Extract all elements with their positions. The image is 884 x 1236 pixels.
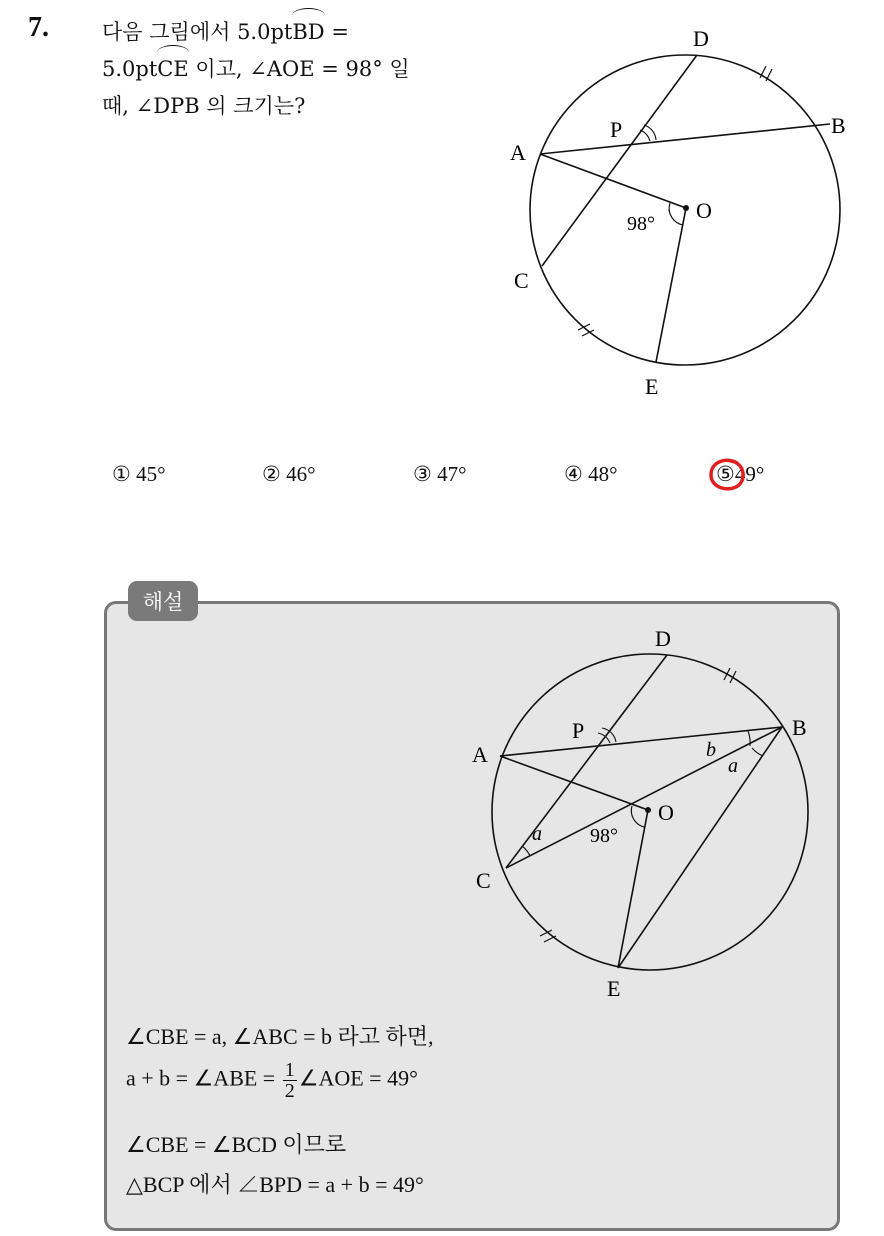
question-line-2 — [102, 51, 482, 88]
label-c: C — [514, 268, 529, 293]
label-o: O — [696, 198, 712, 223]
label-d: D — [693, 26, 709, 51]
label-a: A — [510, 140, 526, 165]
arc-ce: CE — [157, 51, 188, 88]
radius-oe — [656, 208, 686, 362]
label-angle-98-2: 98° — [590, 825, 618, 847]
solution-line-2-post: ∠AOE = 49° — [298, 1065, 418, 1091]
solution-line-2-pre: a + b = ∠ABE = — [126, 1065, 281, 1091]
label-o-2: O — [658, 800, 674, 825]
radius-oa-2 — [500, 756, 648, 810]
solution-line-4: △BCP 에서 ∠BPD = a + b = 49° — [126, 1172, 424, 1197]
choice-3-symbol: ③ — [413, 462, 432, 486]
choice-5-text: 49° — [734, 462, 765, 486]
choice-2-symbol: ② — [262, 462, 281, 486]
choice-3-text: 47° — [437, 462, 467, 486]
arc-bd: BD — [292, 14, 324, 51]
answer-choices — [0, 462, 884, 502]
label-e-2: E — [607, 976, 621, 1001]
question-line-1-eq: = — [324, 20, 349, 44]
fraction-half — [283, 1060, 297, 1101]
angle-arc-cbe — [752, 748, 763, 756]
label-a-angle-b: a — [728, 755, 738, 777]
choice-2-text: 46° — [286, 462, 316, 486]
solution-line-2 — [126, 1060, 418, 1101]
question-line-3: 때, ∠DPB 의 크기는? — [102, 94, 306, 118]
chord-dc — [542, 55, 697, 266]
fraction-numerator: 1 — [284, 1059, 295, 1081]
chord-cb-2 — [506, 727, 782, 868]
angle-arc-bcd — [522, 846, 530, 856]
solution-line-3: ∠CBE = ∠BCD 이므로 — [126, 1132, 347, 1157]
label-a-angle-c: a — [532, 823, 542, 845]
question-line-2-rest: 이고, ∠AOE = 98° 일 — [188, 57, 410, 81]
choice-4[interactable] — [564, 462, 617, 487]
label-d-2: D — [655, 626, 671, 651]
choice-1-symbol: ① — [112, 462, 131, 486]
question-line-1 — [102, 14, 482, 51]
label-c-2: C — [476, 868, 491, 893]
center-dot-2 — [645, 807, 651, 813]
fraction-denominator: 2 — [284, 1080, 295, 1102]
label-b-angle: b — [706, 739, 716, 761]
question-text — [102, 14, 482, 125]
label-b: B — [831, 113, 846, 138]
choice-1[interactable] — [112, 462, 165, 487]
tick-mark-ce-2 — [540, 930, 556, 942]
radius-oe-2 — [618, 810, 648, 968]
question-figure — [500, 20, 870, 410]
solution-tab: 해설 — [128, 581, 198, 621]
chord-ab — [540, 124, 830, 154]
label-angle-98: 98° — [627, 213, 655, 235]
label-p-2: P — [572, 718, 585, 743]
chord-ab-2 — [500, 727, 782, 756]
solution-figure — [470, 620, 830, 1005]
choice-3[interactable] — [413, 462, 466, 487]
center-dot — [683, 205, 689, 211]
angle-arc-aoe-2 — [631, 806, 644, 827]
label-b-2: B — [792, 715, 807, 740]
solution-line-1: ∠CBE = a, ∠ABC = b 라고 하면, — [126, 1024, 434, 1049]
radius-oa — [540, 154, 686, 208]
label-p: P — [610, 117, 623, 142]
angle-arc-dpb-1 — [644, 125, 656, 140]
question-number: 7. — [28, 12, 49, 43]
choice-2[interactable] — [262, 462, 315, 487]
chord-be-2 — [618, 727, 782, 968]
answer-circle-mark — [707, 455, 747, 495]
choice-4-text: 48° — [588, 462, 618, 486]
choice-4-symbol: ④ — [564, 462, 583, 486]
question-line-1-text: 다음 그림에서 5.0pt — [102, 20, 293, 44]
choice-5-symbol: ⑤ — [716, 462, 735, 486]
question-line-2-text: 5.0pt — [102, 57, 158, 81]
label-e: E — [645, 374, 659, 399]
choice-1-text: 45° — [136, 462, 166, 486]
label-a-2: A — [472, 742, 488, 767]
